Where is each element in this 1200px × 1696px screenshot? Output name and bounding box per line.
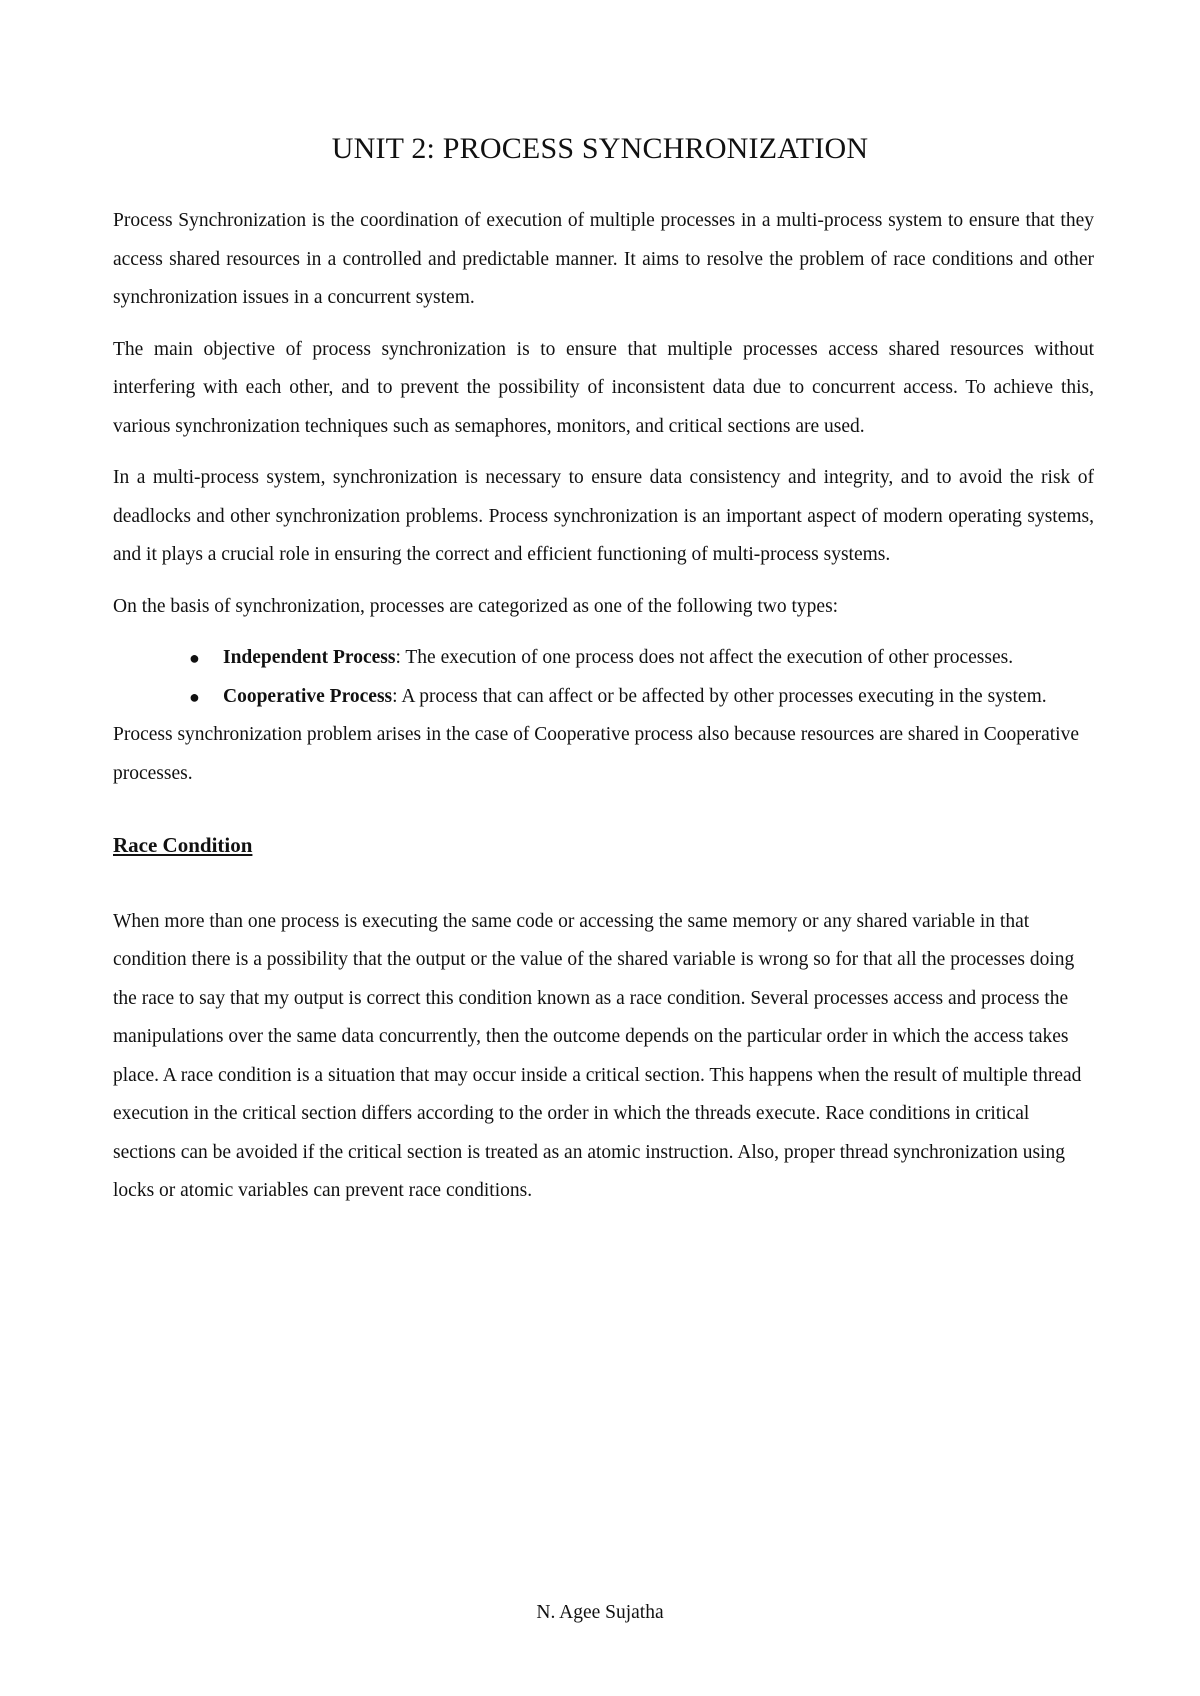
process-types-list (113, 639, 1094, 716)
list-item-cooperative-process (189, 678, 1094, 717)
definition-independent-process: : The execution of one process does not affect the execution of other processes. (395, 647, 1014, 668)
bullet-icon: ● (189, 648, 200, 668)
page-title: UNIT 2: PROCESS SYNCHRONIZATION (331, 132, 869, 165)
race-condition-section (113, 903, 1094, 1211)
paragraph-definition: Process Synchronization is the coordination of execution of multiple processes in a multi-process system to ensure that they access shared resources in a controlled and predictable manner. It aims to resolve the problem of race conditions and other synchronization issues in a concurrent system. (113, 210, 1094, 308)
definition-cooperative-process: : A process that can affect or be affected by other processes executing in the system. (392, 685, 1047, 707)
list-item-independent-process (189, 639, 1094, 678)
paragraph-race-condition: When more than one process is executing the same code or accessing the same memory or any shared variable in that condition there is a possibility that the output or the value of the shared variable is wrong so for that all the processes doing the race to say that my output is correct this condition known as a race condition. Several processes access and process the manipulations over the same data concurrently, then the outcome depends on the particular order in which the access takes place. A race condition is a situation that may occur inside a critical section. This happens when the result of multiple thread execution in the critical section differs according to the order in which the threads execute. Race conditions in critical sections can be avoided if the critical section is treated as an atomic instruction. Also, proper thread synchronization using locks or atomic variables can prevent race conditions. (113, 910, 1082, 1201)
section-heading-race-condition: Race Condition (113, 833, 253, 857)
paragraph-problem: Process synchronization problem arises in the case of Cooperative process also because resources are shared in Cooperative processes. (113, 724, 1079, 784)
paragraph-categories: On the basis of synchronization, processes are categorized as one of the following two types: (113, 595, 839, 617)
term-independent-process: Independent Process (223, 647, 396, 668)
paragraph-objective: The main objective of process synchronization is to ensure that multiple processes access shared resources without interfering with each other, and to prevent the possibility of inconsistent data due to concurrent access. To achieve this, various synchronization techniques such as semaphores, monitors, and critical sections are used. (113, 338, 1094, 437)
page-footer-author: N. Agee Sujatha (536, 1602, 664, 1623)
document-body (113, 202, 1094, 1211)
bullet-icon: ● (189, 686, 200, 707)
paragraph-multi-process: In a multi-process system, synchronization is necessary to ensure data consistency and integrity, and to avoid the risk of deadlocks and other synchronization problems. Process synchronization is an important aspect of modern operating systems, and it plays a crucial role in ensuring the correct and efficient functioning of multi-process systems. (113, 467, 1094, 565)
term-cooperative-process: Cooperative Process (223, 685, 393, 707)
